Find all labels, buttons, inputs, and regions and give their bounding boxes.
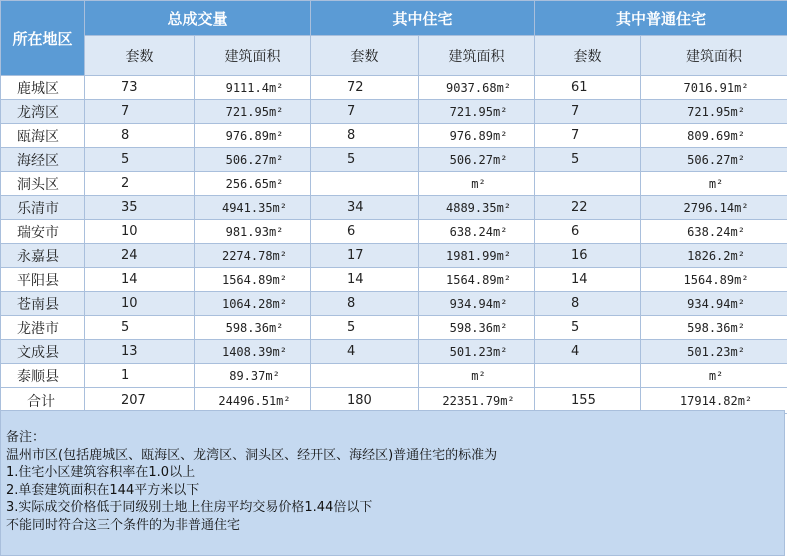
table-row [1,268,787,292]
total-count-cell: 5 [85,316,195,340]
residential-count-cell: 14 [311,268,419,292]
ordinary-area-cell: 2796.14m² [641,196,787,220]
residential-area-cell: 721.95m² [419,100,535,124]
total-area-cell: 1064.28m² [195,292,311,316]
total-area-cell: 2274.78m² [195,244,311,268]
table-body [1,76,787,414]
total-area-cell: 981.93m² [195,220,311,244]
ordinary-area-cell: 934.94m² [641,292,787,316]
region-cell: 瓯海区 [1,124,85,148]
region-cell: 苍南县 [1,292,85,316]
total-count-cell: 73 [85,76,195,100]
ordinary-area-cell: 7016.91m² [641,76,787,100]
ordinary-count-cell: 7 [535,100,641,124]
total-area-cell: 506.27m² [195,148,311,172]
residential-area-cell: m² [419,172,535,196]
residential-count-cell: 72 [311,76,419,100]
table-row [1,148,787,172]
region-cell: 龙港市 [1,316,85,340]
residential-count-cell: 34 [311,196,419,220]
total-area-cell: 976.89m² [195,124,311,148]
notes-line: 温州市区(包括鹿城区、瓯海区、龙湾区、洞头区、经开区、海经区)普通住宅的标准为 [6,447,498,463]
region-cell: 洞头区 [1,172,85,196]
count-header: 套数 [311,36,419,76]
residential-count-cell: 8 [311,124,419,148]
table-row [1,100,787,124]
ordinary-count-cell: 14 [535,268,641,292]
total-count-cell: 5 [85,148,195,172]
region-cell: 永嘉县 [1,244,85,268]
area-header: 建筑面积 [195,36,311,76]
ordinary-count-cell [535,364,641,388]
notes-title: 备注： [6,430,46,445]
notes-line: 2.单套建筑面积在144平方米以下 [6,482,200,498]
total-count-cell: 14 [85,268,195,292]
group-header-ordinary-residential: 其中普通住宅 [535,1,787,36]
ordinary-area-cell: 501.23m² [641,340,787,364]
ordinary-count-cell: 5 [535,316,641,340]
ordinary-area-cell: m² [641,364,787,388]
region-cell: 龙湾区 [1,100,85,124]
residential-count-cell: 7 [311,100,419,124]
residential-count-cell [311,364,419,388]
ordinary-area-cell: 1564.89m² [641,268,787,292]
residential-area-cell: 9037.68m² [419,76,535,100]
total-area-cell: 721.95m² [195,100,311,124]
group-header-total: 总成交量 [85,1,311,36]
total-count-cell: 13 [85,340,195,364]
region-cell: 海经区 [1,148,85,172]
residential-area-cell: 501.23m² [419,340,535,364]
region-cell: 平阳县 [1,268,85,292]
residential-area-cell: 598.36m² [419,316,535,340]
group-header-residential: 其中住宅 [311,1,535,36]
region-cell: 泰顺县 [1,364,85,388]
residential-count-cell: 5 [311,148,419,172]
table-row [1,196,787,220]
ordinary-count-cell: 8 [535,292,641,316]
table-row [1,124,787,148]
ordinary-count-cell [535,172,641,196]
ordinary-area-cell: 638.24m² [641,220,787,244]
notes-line: 3.实际成交价格低于同级别土地上住房平均交易价格1.44倍以下 [6,500,373,516]
ordinary-count-cell: 5 [535,148,641,172]
residential-count-cell: 4 [311,340,419,364]
residential-area-cell: 22351.79m² [419,388,535,414]
residential-count-cell: 180 [311,388,419,414]
residential-area-cell: 976.89m² [419,124,535,148]
total-count-cell: 8 [85,124,195,148]
ordinary-area-cell: m² [641,172,787,196]
table-row [1,316,787,340]
ordinary-count-cell: 4 [535,340,641,364]
ordinary-area-cell: 1826.2m² [641,244,787,268]
count-header: 套数 [85,36,195,76]
residential-area-cell: 506.27m² [419,148,535,172]
ordinary-area-cell: 809.69m² [641,124,787,148]
total-count-cell: 10 [85,292,195,316]
area-header: 建筑面积 [419,36,535,76]
region-cell: 鹿城区 [1,76,85,100]
notes-box [0,410,785,556]
ordinary-count-cell: 16 [535,244,641,268]
table-row [1,364,787,388]
table-row [1,292,787,316]
ordinary-area-cell: 721.95m² [641,100,787,124]
total-count-cell: 207 [85,388,195,414]
notes-line: 不能同时符合这三个条件的为非普通住宅 [6,517,241,533]
region-cell: 文成县 [1,340,85,364]
total-count-cell: 10 [85,220,195,244]
ordinary-count-cell: 7 [535,124,641,148]
total-area-cell: 24496.51m² [195,388,311,414]
ordinary-count-cell: 155 [535,388,641,414]
total-count-cell: 35 [85,196,195,220]
header-row-groups [1,1,787,36]
total-area-cell: 1564.89m² [195,268,311,292]
area-header: 建筑面积 [641,36,787,76]
residential-area-cell: 638.24m² [419,220,535,244]
residential-count-cell: 8 [311,292,419,316]
ordinary-count-cell: 22 [535,196,641,220]
total-area-cell: 1408.39m² [195,340,311,364]
region-header: 所在地区 [1,1,85,76]
count-header: 套数 [535,36,641,76]
total-count-cell: 24 [85,244,195,268]
region-cell: 合计 [1,388,85,414]
total-area-cell: 4941.35m² [195,196,311,220]
notes-line: 1.住宅小区建筑容积率在1.0以上 [6,465,196,481]
region-cell: 乐清市 [1,196,85,220]
ordinary-area-cell: 506.27m² [641,148,787,172]
ordinary-count-cell: 61 [535,76,641,100]
ordinary-area-cell: 17914.82m² [641,388,787,414]
ordinary-count-cell: 6 [535,220,641,244]
total-count-cell: 1 [85,364,195,388]
table-row [1,244,787,268]
residential-area-cell: 4889.35m² [419,196,535,220]
header-row-columns [1,36,787,76]
residential-count-cell: 17 [311,244,419,268]
residential-count-cell [311,172,419,196]
table-row [1,340,787,364]
residential-count-cell: 5 [311,316,419,340]
residential-area-cell: 934.94m² [419,292,535,316]
region-cell: 瑞安市 [1,220,85,244]
total-area-cell: 598.36m² [195,316,311,340]
total-area-cell: 9111.4m² [195,76,311,100]
residential-area-cell: m² [419,364,535,388]
residential-area-cell: 1564.89m² [419,268,535,292]
total-count-cell: 2 [85,172,195,196]
total-count-cell: 7 [85,100,195,124]
table-row [1,172,787,196]
table-row [1,76,787,100]
ordinary-area-cell: 598.36m² [641,316,787,340]
residential-count-cell: 6 [311,220,419,244]
total-area-cell: 256.65m² [195,172,311,196]
total-area-cell: 89.37m² [195,364,311,388]
table-row [1,220,787,244]
residential-area-cell: 1981.99m² [419,244,535,268]
